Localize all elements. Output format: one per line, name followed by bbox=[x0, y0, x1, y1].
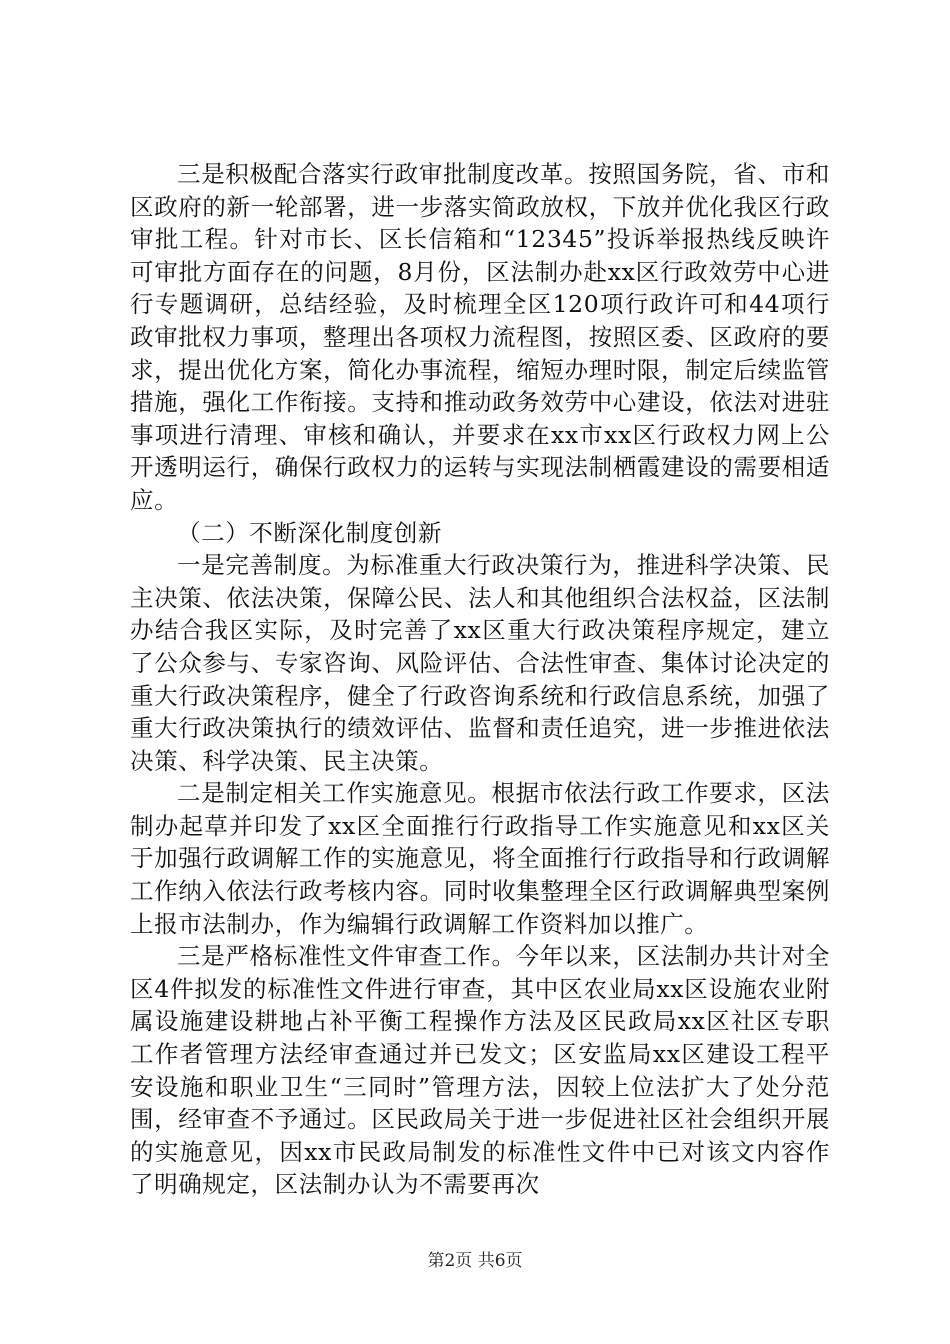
paragraph-normative-document-review: 三是严格标准性文件审查工作。今年以来，区法制办共计对全区4件拟发的标准性文件进行审查，其中区农业局xx区设施农业附属设施建设耕地占补平衡工程操作方法及区民政局xx区社区专职工作者管理方法经审查通过并已发文；区安监局xx区建设工程平安设施和职业卫生“三同时”管理方法，因较上位法扩大了处分范围，经审查不予通过。区民政局关于进一步促进社区社会组织开展的实施意见，因xx市民政局制发的标准性文件中已对该文内容作了明确规定，区法制办认为不需要再次 bbox=[130, 942, 830, 1199]
paragraph-implementation-opinions: 二是制定相关工作实施意见。根据市依法行政工作要求，区法制办起草并印发了xx区全面推行行政指导工作实施意见和xx区关于加强行政调解工作的实施意见，将全面推行行政指导和行政调解工作纳入依法行政考核内容。同时收集整理全区行政调解典型案例上报市法制办，作为编辑行政调解工作资料加以推广。 bbox=[130, 779, 830, 938]
paragraph-admin-approval-reform: 三是积极配合落实行政审批制度改革。按照国务院，省、市和区政府的新一轮部署，进一步落实简政放权，下放并优化我区行政审批工程。针对市长、区长信箱和“12345”投诉举报热线反映许可审批方面存在的问题，8月份，区法制办赴xx区行政效劳中心进行专题调研，总结经验，及时梳理全区120项行政许可和44项行政审批权力事项，整理出各项权力流程图，按照区委、区政府的要求，提出优化方案，简化办事流程，缩短办理时限，制定后续监管措施，强化工作衔接。支持和推动政务效劳中心建设，依法对进驻事项进行清理、审核和确认，并要求在xx市xx区行政权力网上公开透明运行，确保行政权力的运转与实现法制栖霞建设的需要相适应。 bbox=[130, 160, 830, 514]
paragraph-improve-system: 一是完善制度。为标准重大行政决策行为，推进科学决策、民主决策、依法决策，保障公民、法人和其他组织合法权益，区法制办结合我区实际，及时完善了xx区重大行政决策程序规定，建立了公众参与、专家咨询、风险评估、合法性审查、集体讨论决定的重大行政决策程序，健全了行政咨询系统和行政信息系统，加强了重大行政决策执行的绩效评估、监督和责任追究，进一步推进依法决策、科学决策、民主决策。 bbox=[130, 551, 830, 775]
section-heading-institutional-innovation: （二）不断深化制度创新 bbox=[177, 518, 443, 547]
page-number-footer: 第2页 共6页 bbox=[427, 1251, 523, 1271]
document-body bbox=[130, 158, 830, 1201]
